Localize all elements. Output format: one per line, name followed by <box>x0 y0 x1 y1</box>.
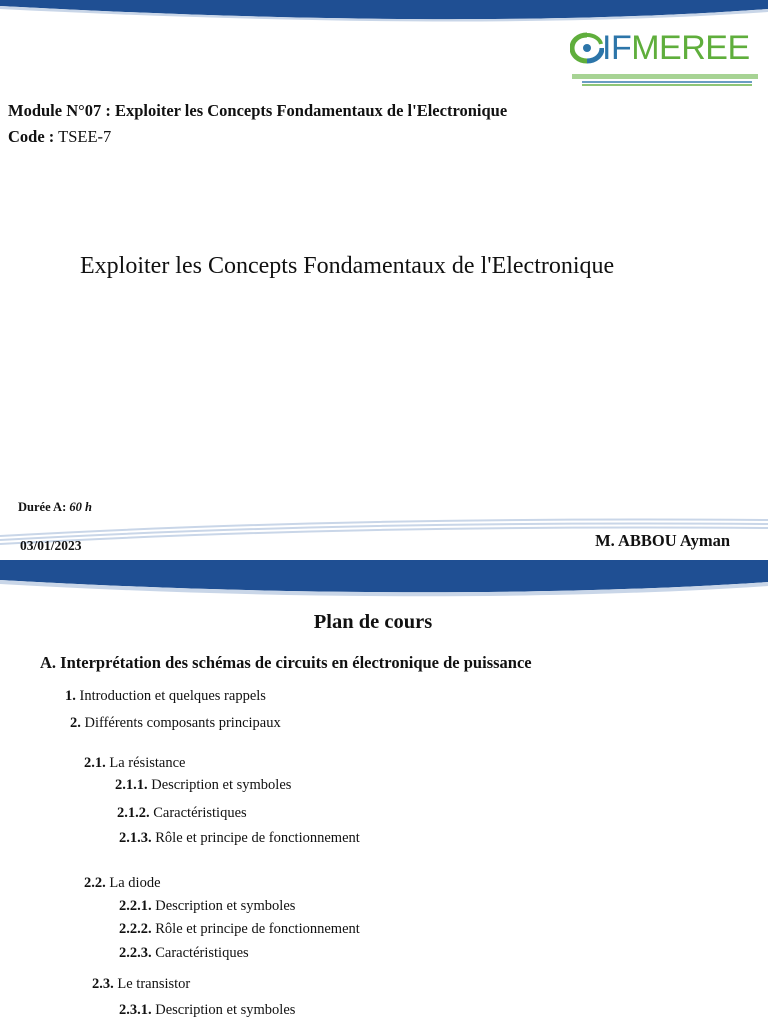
outline-item-number: 2.2.3. <box>119 945 152 961</box>
outline-item-number: 2.1. <box>84 755 106 771</box>
presentation-date: 03/01/2023 <box>20 538 82 553</box>
outline-item-text: Description et symboles <box>155 1002 296 1018</box>
outline-item-text: Différents composants principaux <box>84 715 281 731</box>
plan-top-wave-band <box>0 560 768 608</box>
logo-arabic-subtitle-image <box>572 72 758 88</box>
duration-value: 60 h <box>69 500 92 514</box>
outline-item-number: 2. <box>70 715 81 731</box>
outline-item <box>92 976 190 993</box>
outline-item-text: La résistance <box>109 755 186 771</box>
outline-item <box>119 921 360 938</box>
logo-emblem-icon <box>570 32 604 64</box>
top-wave-band <box>0 0 768 24</box>
module-title: Module N°07 : Exploiter les Concepts Fondamentaux de l'Electronique <box>8 101 508 120</box>
outline-item <box>117 805 247 822</box>
outline-item-number: 2.2.2. <box>119 921 152 937</box>
outline-item-text: Caractéristiques <box>153 805 247 821</box>
outline-item-text: La diode <box>109 875 161 891</box>
outline-item-text: Rôle et principe de fonctionnement <box>155 921 360 937</box>
outline-item <box>119 830 360 847</box>
outline-item-text: Rôle et principe de fonctionnement <box>155 830 360 846</box>
section-a-heading: A. Interprétation des schémas de circuits en électronique de puissance <box>40 653 532 672</box>
outline-item <box>119 1002 295 1019</box>
outline-item <box>119 898 295 915</box>
outline-item-text: Le transistor <box>117 976 191 992</box>
outline-item <box>119 945 249 962</box>
outline-item-number: 2.1.1. <box>115 777 148 793</box>
outline-item <box>65 688 266 705</box>
outline-item-text: Description et symboles <box>151 777 292 793</box>
slide-main-title: Exploiter les Concepts Fondamentaux de l'Electronique <box>80 253 615 279</box>
outline-item-number: 2.3.1. <box>119 1002 152 1018</box>
outline-item-number: 2.1.2. <box>117 805 150 821</box>
module-code <box>8 127 111 147</box>
outline-item-number: 2.3. <box>92 976 114 992</box>
outline-item-number: 2.2. <box>84 875 106 891</box>
course-duration <box>18 500 92 515</box>
outline-item <box>115 777 291 794</box>
outline-item <box>84 755 185 772</box>
outline-item-number: 2.2.1. <box>119 898 152 914</box>
outline-item <box>70 715 281 732</box>
plan-title: Plan de cours <box>313 611 433 633</box>
logo-wordmark <box>602 28 750 68</box>
outline-item <box>84 875 161 892</box>
logo-wordmark-part-2: MEREE <box>631 29 750 67</box>
outline-item-text: Introduction et quelques rappels <box>79 688 266 704</box>
outline-item-text: Description et symboles <box>155 898 296 914</box>
code-value: TSEE-7 <box>58 127 112 146</box>
author-name: M. ABBOU Ayman <box>595 531 730 550</box>
code-label: Code : <box>8 127 55 146</box>
ifmeree-logo <box>570 22 760 96</box>
duration-label: Durée A: <box>18 500 67 514</box>
logo-wordmark-part-1: IF <box>602 29 632 67</box>
outline-item-text: Caractéristiques <box>155 945 249 961</box>
course-plan-slide <box>0 560 768 1024</box>
outline-item-number: 2.1.3. <box>119 830 152 846</box>
outline-item-number: 1. <box>65 688 76 704</box>
